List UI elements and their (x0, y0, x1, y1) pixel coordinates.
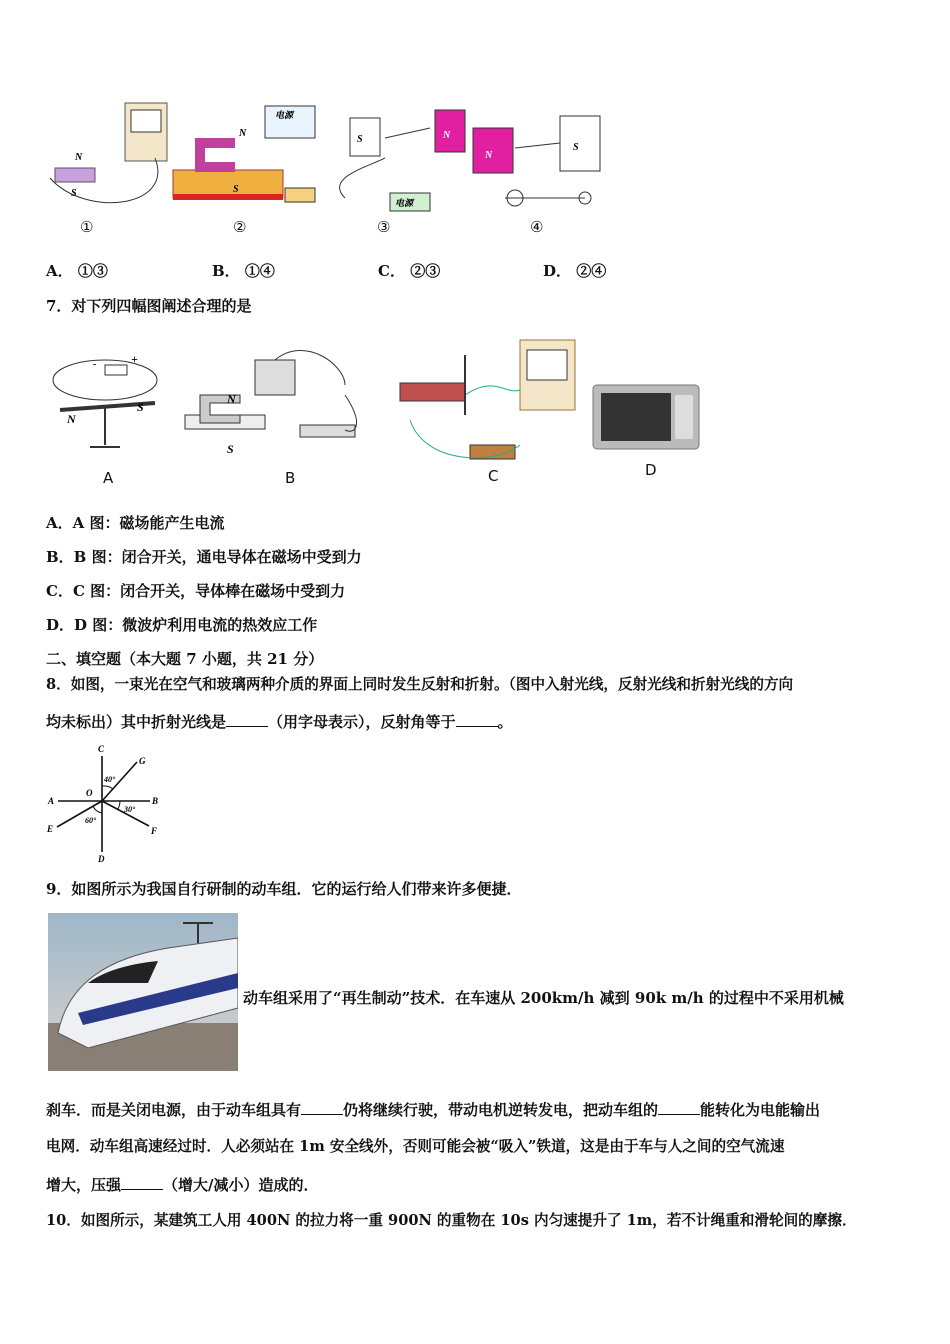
option-b: B． ①④ (212, 262, 275, 280)
q6-figures (45, 98, 625, 218)
svg-text:-: - (93, 359, 97, 370)
q9-stem: 9．如图所示为我国自行研制的动车组．它的运行给人们带来许多便捷． (46, 880, 522, 898)
svg-text:A: A (48, 796, 55, 806)
svg-text:S: S (357, 134, 363, 145)
figure-1 (50, 103, 167, 203)
svg-text:E: E (47, 824, 54, 834)
answer-blank[interactable] (121, 1175, 163, 1190)
svg-text:30°: 30° (124, 805, 136, 814)
q9-line2: 电网．动车组高速经过时．人必须站在 1m 安全线外，否则可能会被“吸入”铁道，这是由于车与人之间的空气流速 (46, 1138, 785, 1155)
svg-text:N: N (67, 412, 76, 426)
answer-blank[interactable] (658, 1100, 700, 1115)
svg-text:40°: 40° (104, 775, 116, 784)
svg-text:C: C (98, 744, 105, 754)
option-b: B．B 图：闭合开关，通电导体在磁场中受到力 (46, 548, 362, 566)
svg-text:G: G (139, 756, 146, 766)
light-ray-diagram (40, 740, 170, 865)
svg-text:D: D (98, 854, 105, 864)
figure-a (53, 352, 157, 447)
svg-text:电源: 电源 (395, 198, 414, 208)
figure-2 (173, 106, 315, 202)
answer-blank[interactable] (226, 712, 268, 727)
option-a: A． ①③ (46, 262, 108, 280)
svg-text:F: F (151, 826, 158, 836)
svg-text:N: N (239, 128, 247, 139)
figure-label: A (103, 469, 114, 487)
svg-text:60°: 60° (85, 816, 97, 825)
option-c: C． ②③ (378, 262, 441, 280)
figure-4 (473, 116, 600, 206)
svg-text:S: S (71, 188, 77, 199)
svg-text:+: + (131, 352, 138, 366)
option-a: A．A 图：磁场能产生电流 (46, 514, 225, 532)
svg-text:S: S (233, 184, 239, 195)
q7-figures (45, 335, 705, 465)
svg-text:N: N (485, 150, 493, 161)
answer-blank[interactable] (301, 1100, 343, 1115)
svg-text:电源: 电源 (275, 110, 294, 120)
figure-c (400, 340, 575, 459)
q9-line3: 增大，压强 （增大/减小）造成的． (46, 1176, 319, 1194)
figure-d-microwave (593, 385, 699, 449)
q10-stem: 10．如图所示，某建筑工人用 400N 的拉力将一重 900N 的重物在 10s 内匀速提升了 1m，若不计绳重和滑轮间的摩擦． (46, 1212, 857, 1229)
q8-line1: 8．如图，一束光在空气和玻璃两种介质的界面上同时发生反射和折射。（图中入射光线，反射光线和折射光线的方向 (46, 676, 794, 693)
svg-text:N: N (443, 130, 451, 141)
option-d: D．D 图：微波炉利用电流的热效应工作 (46, 616, 318, 634)
option-d: D． ②④ (543, 262, 607, 280)
answer-blank[interactable] (456, 712, 498, 727)
section-heading: 二、填空题（本大题 7 小题，共 21 分） (46, 650, 324, 668)
q9-beside-text: 动车组采用了“再生制动”技术．在车速从 200km/h 减到 90k m/h 的过程中不采用机械 (243, 989, 844, 1007)
svg-text:B: B (152, 796, 159, 806)
figure-label: C (488, 467, 499, 485)
svg-text:S: S (227, 442, 234, 456)
figure-label: D (645, 461, 657, 479)
figure-label: ② (233, 218, 247, 236)
svg-text:O: O (86, 788, 93, 798)
option-c: C．C 图：闭合开关，导体棒在磁场中受到力 (46, 582, 346, 600)
svg-text:S: S (573, 142, 579, 153)
figure-3 (340, 110, 465, 211)
q8-line2: 均未标出）其中折射光线是 （用字母表示），反射角等于 。 (46, 713, 513, 731)
svg-text:S: S (137, 400, 144, 414)
svg-text:N: N (75, 152, 83, 163)
figure-label: ④ (530, 218, 544, 236)
q9-line1: 刹车．而是关闭电源，由于动车组具有 仍将继续行驶，带动电机逆转发电，把动车组的 能转化为电能输出 (46, 1101, 821, 1119)
figure-label: B (285, 469, 296, 487)
figure-label: ① (80, 218, 94, 236)
q7-stem: 7．对下列四幅图阐述合理的是 (46, 297, 252, 315)
svg-text:N: N (227, 392, 236, 406)
figure-b (185, 350, 357, 456)
figure-label: ③ (377, 218, 391, 236)
train-image (48, 913, 238, 1071)
